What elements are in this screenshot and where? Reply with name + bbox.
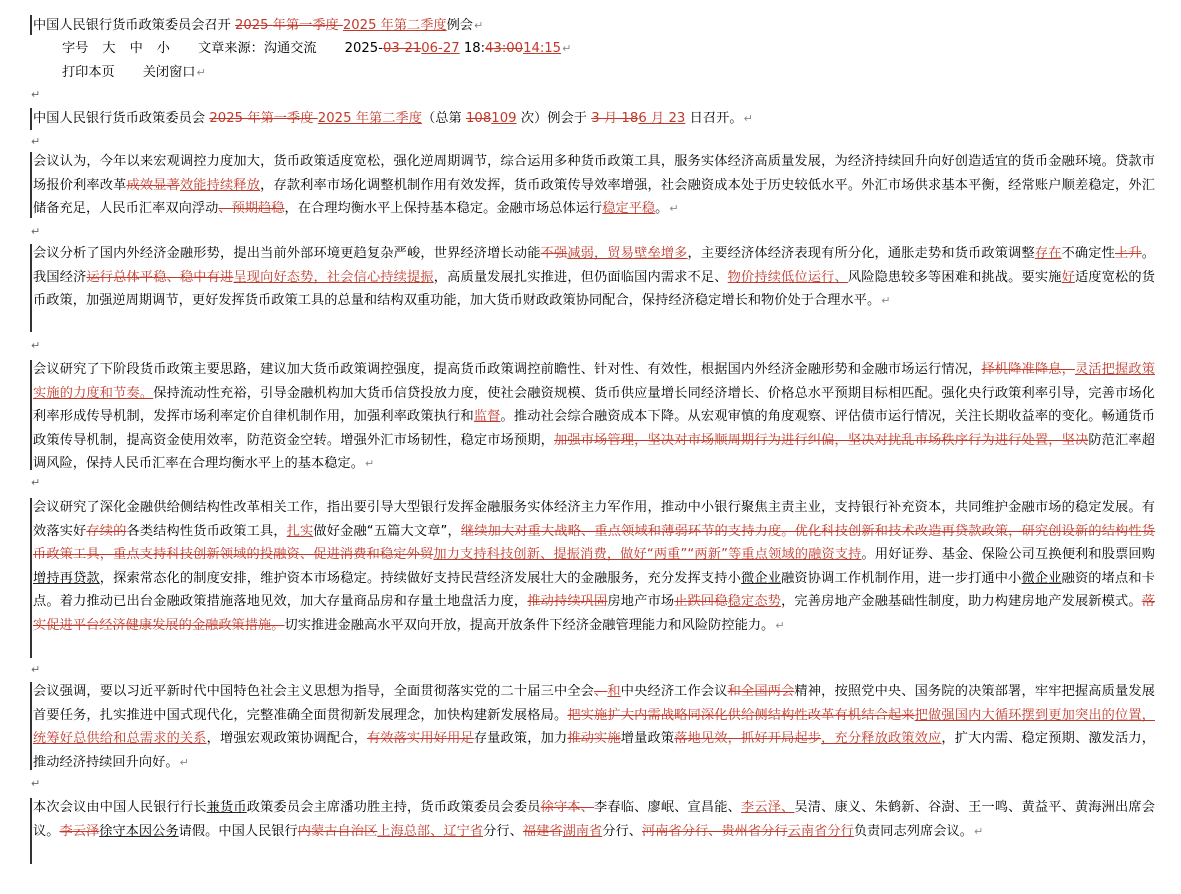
- change-bar: [30, 498, 32, 658]
- text-run: 例会: [446, 18, 473, 33]
- text-run: ，高质量发展扎实推进，但仍面临国内需求不足、: [433, 269, 728, 285]
- inserted-text: ，充分释放政策效应: [821, 731, 942, 747]
- text-run: 。我国经济: [33, 246, 1155, 285]
- deleted-text: 推动持续巩固: [527, 594, 608, 610]
- empty-paragraph-mark: ↵: [31, 225, 41, 238]
- deleted-text: 运行总体平稳、稳中有进: [86, 269, 234, 285]
- deleted-text: 上升: [1115, 246, 1142, 261]
- text-run: 会议强调，要以习近平新时代中国特色社会主义思想为指导，全面贯彻落实党的二十届三中全会: [33, 684, 595, 699]
- paragraph-runs: [33, 684, 1155, 770]
- paragraph-runs: [33, 362, 1155, 471]
- text-run: ，在合理均衡水平上保持基本稳定。金融市场总体运行: [284, 201, 603, 217]
- text-run: 适度宽松的货币政策，加强逆周期调节，更好发挥货币政策工具的总量和结构双重功能，加大货币财政政策协同配合，保持经济稳定增长和物价处于合理水平。: [33, 269, 1155, 309]
- deleted-text: 不强: [540, 246, 568, 261]
- text-run: 会议研究了深化金融供给侧结构性改革相关工作，指出要引导大型银行发挥金融服务实体经济主力军作用，推动中小银行聚焦主责主业，支持银行补充资本，共同维护金融市场的稳定发展。有效落实好: [33, 500, 1155, 539]
- deleted-text: 落实促进平台经济健康发展的金融政策措施。: [33, 594, 1155, 633]
- text-run: 会议分析了国内外经济金融形势，提出当前外部环境更趋复杂严峻，世界经济增长动能: [33, 246, 541, 261]
- empty-paragraph-mark: ↵: [31, 135, 41, 148]
- deleted-text: 徐守本、: [540, 800, 595, 815]
- text-run: 各类结构性货币政策工具，: [126, 523, 287, 539]
- inserted-text: 109: [491, 111, 517, 126]
- paragraph-mark: ↵: [179, 755, 189, 769]
- text-run: 切实推进金融高水平双向开放，提高开放条件下经济金融管理能力和风险防控能力。: [284, 617, 775, 633]
- text-run: 李春临、廖岷、宣昌能、: [594, 800, 741, 815]
- inserted-text: 云南省分行: [787, 823, 854, 839]
- text-run: 不确定性: [1061, 246, 1116, 261]
- paragraph-emphasis: [33, 680, 1155, 774]
- paragraph-meeting-intro: [33, 107, 1155, 131]
- font-size-large-link[interactable]: 大: [102, 41, 116, 56]
- paragraph-mark: ↵: [743, 112, 753, 125]
- date-inserted: 06-27: [421, 41, 460, 56]
- text-run: 风险隐患较多等困难和挑战。要实施: [847, 269, 1062, 285]
- deleted-text: 择机降准降息，: [981, 362, 1075, 377]
- deleted-text: 3 月 18: [591, 111, 639, 126]
- underlined-text: 徐守本因公务: [99, 823, 179, 839]
- deleted-text: 福建省: [522, 823, 563, 839]
- font-size-label: 字号: [62, 41, 89, 56]
- text-run: ，扩大内需、稳定预期、激发活力，推动经济持续回升向好。: [33, 731, 1155, 770]
- inserted-text: 加力支持科技创新、提振消费，做好“两重”“两新”等重点领域的融资支持: [433, 547, 862, 563]
- deleted-text: 、: [594, 684, 608, 699]
- paragraph-runs: [33, 500, 1155, 633]
- text-run: 融资协调工作机制作用，进一步打通中小: [781, 570, 1022, 586]
- paragraph-runs: [33, 111, 743, 126]
- underlined-text: 微企业: [1021, 570, 1062, 586]
- text-run: 负责同志列席会议。: [853, 823, 973, 839]
- inserted-text: 上海总部、辽宁省: [377, 823, 484, 839]
- inserted-text: 存在: [1034, 246, 1062, 261]
- text-run: 请假。中国人民银行: [178, 823, 298, 839]
- deleted-text: 李云泽: [59, 823, 100, 839]
- inserted-text: 呈现向好态势，社会信心持续提振: [233, 269, 434, 285]
- change-bar: [30, 682, 32, 770]
- text-run: 存量政策，加力: [473, 731, 568, 747]
- close-window-link[interactable]: 关闭窗口: [142, 65, 196, 80]
- inserted-text: 稳定态势: [727, 594, 782, 610]
- text-run: 防范汇率超调风险，保持人民币汇率在合理均衡水平上的基本稳定。: [33, 432, 1156, 472]
- text-run: 本次会议由中国人民银行行长: [33, 800, 207, 815]
- paragraph-mark: ↵: [669, 202, 679, 216]
- inserted-text: 湖南省: [562, 823, 603, 839]
- deleted-text: 加强市场管理，坚决对市场顺周期行为进行纠偏，坚决对扰乱市场秩序行为进行处置，坚决: [553, 432, 1089, 448]
- article-actions: [62, 64, 206, 82]
- change-bar: [30, 108, 32, 130]
- underlined-text: 微企业: [740, 570, 782, 586]
- inserted-text: 物价持续低位运行、: [727, 269, 848, 285]
- deleted-text: 108: [465, 111, 492, 126]
- inserted-text: 2025 年第二季度: [317, 111, 422, 126]
- inserted-text: 好: [1061, 269, 1075, 285]
- time-inserted: 14:15: [523, 41, 562, 56]
- text-run: 次）例会于: [516, 111, 592, 126]
- empty-paragraph-mark: ↵: [31, 88, 41, 101]
- inserted-text: 减弱，贸易壁垒增多: [567, 246, 688, 261]
- empty-paragraph-mark: ↵: [31, 476, 41, 489]
- deleted-text: 落地见效，抓好开局起步: [674, 731, 822, 747]
- text-run: 精神，按照党中央、国务院的决策部署，牢牢把握高质量发展首要任务，扎实推进中国式现代化，完整准确全面贯彻新发展理念，加快构建新发展格局。: [33, 684, 1155, 723]
- text-run: 中国人民银行货币政策委员会: [33, 111, 210, 126]
- text-run: 中央经济工作会议: [620, 684, 728, 699]
- deleted-text: 2025 年第一季度: [209, 111, 318, 126]
- text-run: ，完善房地产金融基础性制度，助力构建房地产发展新模式。: [781, 594, 1142, 610]
- text-run: ，探索常态化的制度安排，维护资本市场稳定。持续做好支持民营经济发展壮大的金融服务，充分发挥支持小: [99, 570, 741, 586]
- deleted-text: 2025 年第一季度: [235, 18, 343, 33]
- deleted-text: 成效显著: [126, 177, 180, 193]
- text-run: 政策委员会主席潘功胜主持，货币政策委员会委员: [246, 800, 541, 815]
- time-deleted: 43:00: [485, 41, 524, 56]
- font-size-small-link[interactable]: 小: [156, 41, 170, 56]
- inserted-text: 扎实: [286, 523, 314, 539]
- paragraph-runs: [33, 154, 1155, 216]
- deleted-text: 河南省分行、贵州省分行: [642, 823, 788, 839]
- paragraph-runs: [33, 246, 1155, 308]
- text-run: （总第: [421, 111, 466, 126]
- article-meta: [62, 40, 571, 58]
- text-run: 保持流动性充裕，引导金融机构加大货币信贷投放力度，使社会融资规模、货币供应量增长同经济增长、价格总水平预期目标相匹配。强化央行政策利率引导，完善市场化利率形成传导机制，发挥市场利率定价自律机制作用，加强利率政策执行和: [33, 385, 1155, 425]
- text-cursor: [30, 15, 32, 35]
- change-bar: [30, 244, 32, 332]
- article-title: [33, 17, 483, 35]
- text-run: 。用好证券、基金、保险公司互换便利和股票回购: [861, 547, 1156, 563]
- time-prefix: 18:: [463, 41, 486, 56]
- empty-paragraph-mark: ↵: [31, 663, 41, 676]
- paragraph-mark: ↵: [973, 824, 984, 838]
- deleted-text: 存续的: [86, 523, 127, 539]
- deleted-text: 、预期趋稳: [218, 201, 285, 217]
- deleted-text: 继续加大对重大战略、重点领域和薄弱环节的支持力度。优化科技创新和技术改造再贷款政策，研究创设新的结构性货币政策工具，重点支持科技创新领域的投融资、促进消费和稳定外贸: [33, 523, 1155, 563]
- paragraph-analysis: [33, 242, 1155, 313]
- empty-paragraph-mark: ↵: [31, 777, 41, 790]
- change-bar: [30, 798, 32, 864]
- deleted-text: 把实施扩大内需战略同深化供给侧结构性改革有机结合起来: [567, 707, 915, 723]
- text-run: 吴清、康义、朱鹤新、谷澍、王一鸣、黄益平、黄海洲出席会议。: [33, 800, 1155, 839]
- deleted-text: 推动实施: [567, 731, 621, 747]
- inserted-text: 把做强国内大循环摆到更加突出的位置，统筹好总供给和总需求的关系: [33, 707, 1156, 747]
- text-run: 会议认为，今年以来宏观调控力度加大，货币政策适度宽松，强化逆周期调节，综合运用多种货币政策工具，服务实体经济高质量发展，为经济持续回升向好创造适宜的货币金融环境。贷款市场报价利率改革: [33, 154, 1155, 193]
- inserted-text: 效能持续释放: [179, 177, 261, 193]
- paragraph-assessment: [33, 150, 1155, 221]
- date-deleted: 03-21: [382, 41, 422, 56]
- paragraph-runs: [33, 800, 1155, 839]
- title-runs: [33, 18, 473, 33]
- underlined-text: 增持再贷款: [33, 570, 100, 586]
- text-run: 日召开。: [685, 111, 743, 126]
- deleted-text: 有效落实用好用足: [366, 731, 474, 747]
- paragraph-mark: ↵: [881, 294, 891, 308]
- text-run: 分行、: [483, 823, 523, 839]
- inserted-text: 监督: [473, 409, 501, 425]
- inserted-text: 6 月 23: [638, 111, 686, 126]
- deleted-text: 止跌回稳: [674, 594, 728, 610]
- empty-paragraph-mark: ↵: [31, 339, 41, 352]
- inserted-text: 稳定平稳: [602, 201, 656, 217]
- inserted-text: 李云泽、: [740, 800, 795, 815]
- text-run: 做好金融“五篇大文章”，: [313, 523, 461, 539]
- paragraph-mark: ↵: [196, 66, 206, 79]
- paragraph-monetary-policy: [33, 358, 1155, 476]
- text-run: 会议研究了下阶段货币政策主要思路，建议加大货币政策调控强度，提高货币政策调控前瞻性、针对性、有效性，根据国内外经济金融形势和金融市场运行情况，: [33, 362, 982, 377]
- text-run: ，存款利率市场化调整机制作用有效发挥，货币政策传导效率增强，社会融资成本处于历史较低水平。外汇市场供求基本平衡，经常账户顺差稳定，外汇储备充足，人民币汇率双向浮动: [33, 177, 1155, 217]
- paragraph-financial-reform: [33, 496, 1155, 638]
- inserted-text: 和: [607, 684, 621, 699]
- article-source: 文章来源：沟通交流: [197, 41, 317, 56]
- text-run: 分行、: [602, 823, 642, 839]
- text-run: ，增强宏观政策协调配合，: [206, 731, 367, 747]
- paragraph-attendees: [33, 796, 1155, 843]
- paragraph-mark: ↵: [364, 457, 375, 471]
- underlined-text: 兼货币: [206, 800, 247, 815]
- inserted-text: 灵活把握政策实施的力度和节奏。: [33, 362, 1155, 401]
- change-bar: [30, 152, 32, 218]
- change-bar: [30, 360, 32, 470]
- deleted-text: 和全国两会: [727, 684, 795, 699]
- text-run: 增量政策: [620, 731, 675, 747]
- deleted-text: 内蒙古自治区: [297, 823, 378, 839]
- text-run: 。推动社会综合融资成本下降。从宏观审慎的角度观察、评估债市运行情况，关注长期收益率的变化。畅通货币政策传导机制，提高资金使用效率，防范资金空转。增强外汇市场韧性，稳定市场预期，: [33, 409, 1155, 448]
- text-run: ，主要经济体经济表现有所分化，通胀走势和货币政策调整: [687, 246, 1035, 261]
- text-run: 。: [655, 201, 669, 217]
- print-page-link[interactable]: 打印本页: [62, 65, 115, 80]
- paragraph-mark: ↵: [775, 618, 785, 632]
- font-size-medium-link[interactable]: 中: [129, 41, 143, 56]
- date-prefix: 2025-: [344, 41, 383, 56]
- text-run: 中国人民银行货币政策委员会召开: [33, 18, 236, 33]
- text-run: 房地产市场: [607, 594, 675, 610]
- paragraph-mark: ↵: [473, 19, 484, 32]
- text-run: 融资的堵点和卡点。着力推动已出台金融政策措施落地见效，加大存量商品房和存量土地盘活力度，: [33, 570, 1155, 610]
- inserted-text: 2025 年第二季度: [342, 18, 447, 33]
- paragraph-mark: ↵: [562, 42, 572, 55]
